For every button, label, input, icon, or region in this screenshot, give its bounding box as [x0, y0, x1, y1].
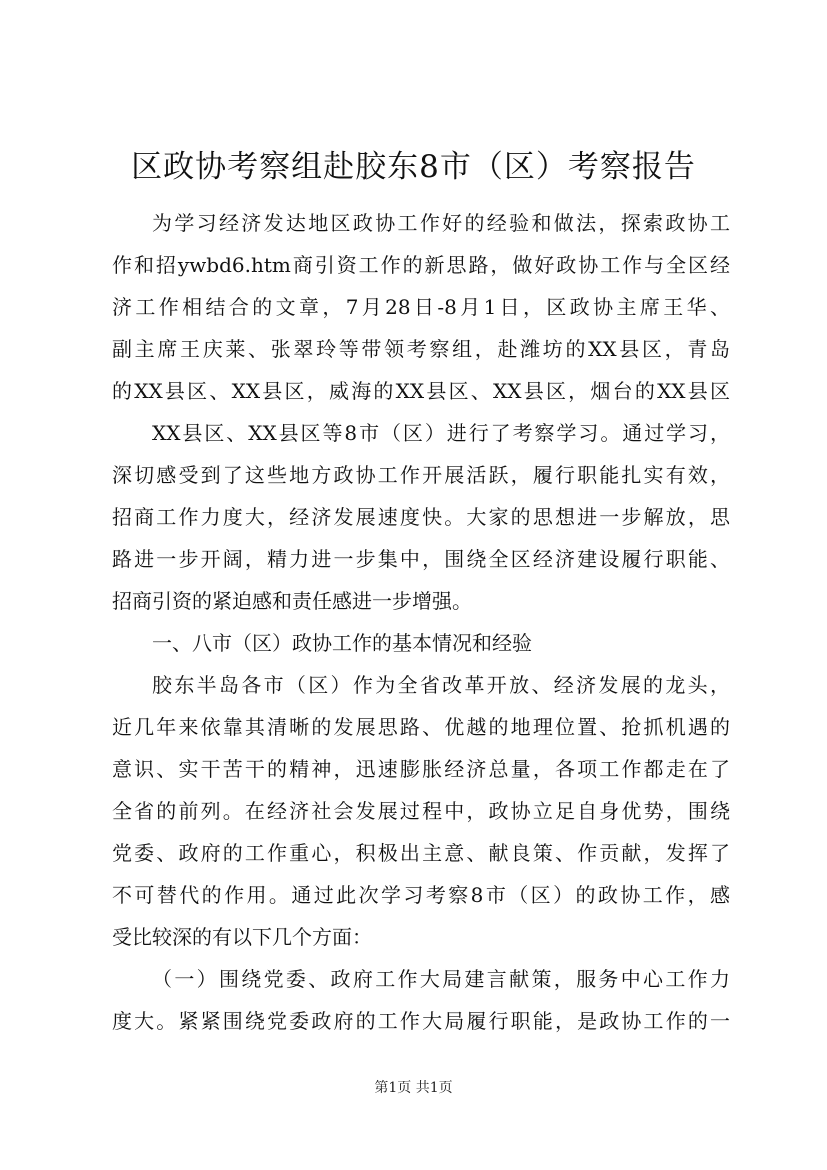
body-line: 度大。紧紧围绕党委政府的工作大局履行职能，是政协工作的一: [112, 1009, 730, 1033]
body-line: 不可替代的作用。通过此次学习考察8市（区）的政协工作，感: [112, 883, 730, 907]
body-line: 招商工作力度大，经济发展速度快。大家的思想进一步解放，思: [112, 505, 730, 529]
body-line: 胶东半岛各市（区）作为全省改革开放、经济发展的龙头，: [152, 673, 730, 697]
document-title: 区政协考察组赴胶东8市（区）考察报告: [131, 149, 696, 185]
body-line: 深切感受到了这些地方政协工作开展活跃，履行职能扎实有效，: [112, 463, 730, 487]
body-line: 为学习经济发达地区政协工作好的经验和做法，探索政协工: [152, 211, 730, 235]
body-line: 招商引资的紧迫感和责任感进一步增强。: [112, 589, 472, 613]
body-line: 的XX县区、XX县区，威海的XX县区、XX县区，烟台的XX县区: [112, 379, 730, 403]
body-line: XX县区、XX县区等8市（区）进行了考察学习。通过学习，: [152, 421, 730, 445]
section-heading: 一、八市（区）政协工作的基本情况和经验: [152, 631, 532, 655]
body-line: 作和招ywbd6.htm商引资工作的新思路，做好政协工作与全区经: [112, 253, 730, 277]
subsection-heading: （一）围绕党委、政府工作大局建言献策，服务中心工作力: [152, 967, 730, 991]
document-body: [112, 202, 730, 1042]
body-line: 济工作相结合的文章，7月28日-8月1日，区政协主席王华、: [112, 295, 730, 319]
body-line: 近几年来依靠其清晰的发展思路、优越的地理位置、抢抓机遇的: [112, 715, 730, 739]
body-line: 路进一步开阔，精力进一步集中，围绕全区经济建设履行职能、: [112, 547, 730, 571]
body-line: 党委、政府的工作重心，积极出主意、献良策、作贡献，发挥了: [112, 841, 730, 865]
body-line: 副主席王庆莱、张翠玲等带领考察组，赴潍坊的XX县区，青岛: [112, 337, 730, 361]
page-footer: 第1页 共1页: [374, 1080, 453, 1096]
body-line: 全省的前列。在经济社会发展过程中，政协立足自身优势，围绕: [112, 799, 730, 823]
body-line: 意识、实干苦干的精神，迅速膨胀经济总量，各项工作都走在了: [112, 757, 730, 781]
body-line: 受比较深的有以下几个方面：: [112, 925, 372, 949]
